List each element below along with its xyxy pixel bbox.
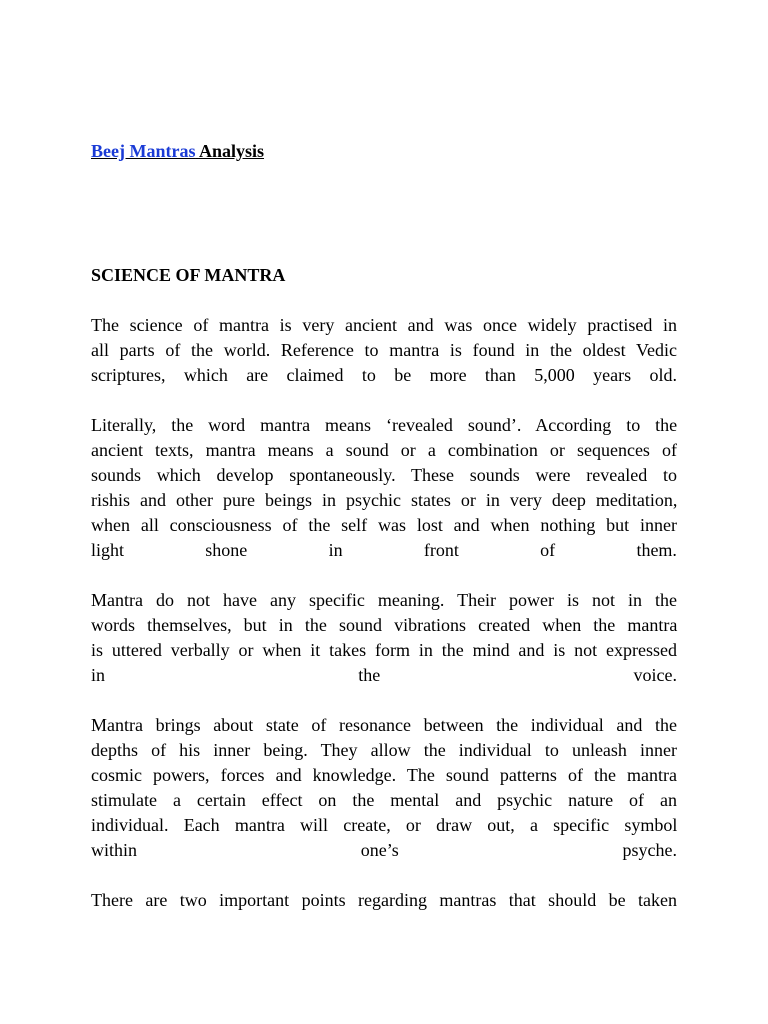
- paragraph-line: ancient texts, mantra means a sound or a combination or sequences of: [91, 440, 677, 460]
- paragraph-line: Mantra do not have any specific meaning. Their power is not in the: [91, 590, 678, 610]
- paragraph-line: Mantra brings about state of resonance between the individual and the: [91, 715, 677, 735]
- spread-word: front: [423, 540, 459, 560]
- paragraph-line: The science of mantra is very ancient and was once widely practised in: [91, 315, 677, 335]
- spread-word: within: [91, 840, 138, 860]
- paragraph-line: stimulate a certain effect on the mental and psychic nature of an: [91, 790, 677, 810]
- spread-word: light: [91, 540, 125, 560]
- beej-mantras-link[interactable]: Beej Mantras: [91, 141, 196, 161]
- spread-word: them.: [636, 540, 677, 560]
- paragraph-spread-line: [91, 838, 677, 863]
- paragraph-3: [91, 588, 677, 688]
- paragraph-line: cosmic powers, forces and knowledge. The sound patterns of the mantra: [91, 765, 677, 785]
- paragraph-spread-line: [91, 538, 677, 563]
- paragraph-line: individual. Each mantra will create, or draw out, a specific symbol: [91, 815, 678, 835]
- paragraph-line: all parts of the world. Reference to mantra is found in the oldest Vedic: [91, 340, 677, 360]
- document-title: [91, 140, 264, 162]
- paragraph-line: sounds which develop spontaneously. These sounds were revealed to: [91, 465, 677, 485]
- paragraph-line: depths of his inner being. They allow the individual to unleash inner: [91, 740, 677, 760]
- paragraph-line: Literally, the word mantra means ‘revealed sound’. According to the: [91, 415, 678, 435]
- spread-word: one’s: [360, 840, 399, 860]
- paragraph-line: words themselves, but in the sound vibrations created when the mantra: [91, 615, 678, 635]
- spread-word: of: [540, 540, 556, 560]
- paragraph-spread-line: [91, 663, 677, 688]
- spread-word: in: [91, 665, 106, 685]
- paragraph-line: rishis and other pure beings in psychic states or in very deep meditation,: [91, 490, 678, 510]
- paragraph-1: [91, 313, 677, 388]
- paragraph-line: scriptures, which are claimed to be more than 5,000 years old.: [91, 365, 677, 385]
- title-suffix: Analysis: [198, 141, 265, 161]
- paragraph-4: [91, 713, 677, 863]
- paragraph-2: [91, 413, 677, 563]
- spread-word: the: [358, 665, 381, 685]
- spread-word: in: [328, 540, 343, 560]
- paragraph-line: when all consciousness of the self was lost and when nothing but inner: [91, 515, 677, 535]
- paragraph-line: There are two important points regarding mantras that should be taken: [91, 890, 677, 910]
- paragraph-line: is uttered verbally or when it takes form in the mind and is not expressed: [91, 640, 677, 660]
- section-heading: SCIENCE OF MANTRA: [91, 265, 286, 285]
- spread-word: voice.: [633, 665, 677, 685]
- spread-word: psyche.: [622, 840, 677, 860]
- spread-word: shone: [205, 540, 248, 560]
- paragraph-5: [91, 888, 677, 913]
